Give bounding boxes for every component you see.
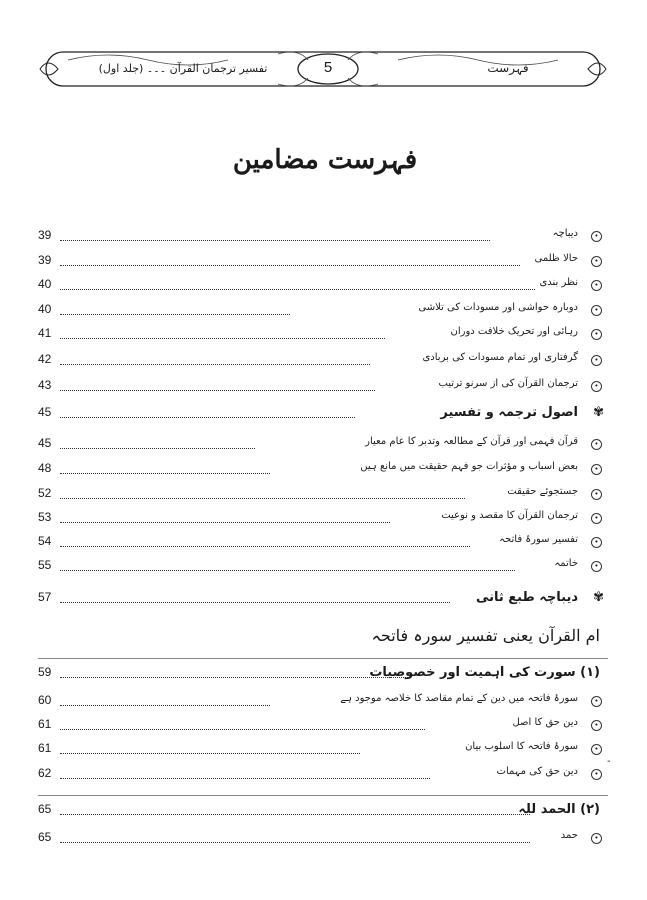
toc-entry-text: اصول ترجمہ و تفسیر (440, 405, 578, 420)
toc-entry-text: نظر بندی (539, 277, 578, 288)
toc-row (38, 590, 608, 610)
toc-page-number: 62 (38, 766, 52, 780)
toc-page-number: 39 (38, 228, 52, 242)
toc-entry-text: بعض اسباب و مؤثرات جو فہم حقیقت میں مانع ہیں (360, 461, 578, 472)
circle-bullet-icon: • (591, 439, 602, 450)
circle-bullet-icon: • (591, 329, 602, 340)
toc-row (38, 405, 608, 425)
circle-bullet-icon: • (591, 833, 602, 844)
toc-entry-text: ترجمان القرآن کی از سرنو ترتیب (438, 378, 578, 389)
toc-entry-text: دین حق کا اصل (512, 717, 578, 728)
toc-entry-text: رہائی اور تحریک خلافت دوران (450, 326, 578, 337)
margin-mark: - (607, 756, 611, 767)
toc-leader-dots (60, 540, 470, 547)
toc-page-number: 65 (38, 830, 52, 844)
toc-leader-dots (60, 259, 520, 266)
toc-entry-text: ترجمان القرآن کا مقصد و نوعیت (441, 510, 578, 521)
toc-row (38, 302, 608, 322)
toc-row (38, 741, 608, 761)
toc-leader-dots (60, 772, 430, 779)
circle-bullet-icon: • (591, 720, 602, 731)
toc-leader-dots (60, 308, 290, 315)
header-book-title: تفسیر ترجمان القرآن ۔۔۔ (جلد اول) (98, 62, 268, 75)
toc-leader-dots (60, 699, 270, 706)
section-divider (38, 795, 608, 796)
toc-page-number: 45 (38, 436, 52, 450)
section-heading-row (38, 802, 608, 822)
circle-bullet-icon: • (591, 355, 602, 366)
page-header (38, 46, 608, 92)
page-title: فہرست مضامین (232, 145, 418, 175)
toc-entry-text: قرآن فہمی اور قرآن کے مطالعہ وتدبر کا عام معیار (365, 436, 578, 447)
toc-row (38, 534, 608, 554)
toc-page-number: 61 (38, 741, 52, 755)
toc-leader-dots (60, 492, 465, 499)
toc-entry-text: سورۂ فاتحہ میں دین کے تمام مقاصد کا خلاصہ موجود ہے (340, 693, 578, 704)
toc-page-number: 57 (38, 590, 52, 604)
toc-row (38, 253, 608, 273)
toc-entry-text: حالا ظلمی (534, 253, 578, 264)
toc-row (38, 228, 608, 248)
toc-leader-dots (60, 723, 425, 730)
toc-row (38, 766, 608, 786)
toc-entry-text: گرفتاری اور تمام مسودات کی بربادی (422, 352, 578, 363)
section-subtitle: ام القرآن یعنی تفسیر سورہ فاتحہ (371, 626, 600, 645)
circle-bullet-icon: • (591, 744, 602, 755)
toc-row (38, 352, 608, 372)
circle-bullet-icon: • (591, 537, 602, 548)
toc-page-number: 39 (38, 253, 52, 267)
toc-entry-text: (۱) سورت کی اہمیت اور خصوصیات (369, 665, 600, 680)
toc-leader-dots (60, 564, 515, 571)
flower-bullet-icon: ✾ (593, 405, 604, 420)
toc-entry-text: تفسیر سورۂ فاتحہ (499, 534, 578, 545)
toc-page-number: 40 (38, 277, 52, 291)
toc-page-number: 59 (38, 665, 52, 679)
toc-leader-dots (60, 747, 360, 754)
toc-page-number: 60 (38, 693, 52, 707)
toc-entry-text: حمد (560, 830, 578, 841)
toc-entry-text: دین حق کی مہمات (496, 766, 578, 777)
toc-row (38, 486, 608, 506)
toc-row (38, 558, 608, 578)
toc-leader-dots (60, 836, 530, 843)
toc-page-number: 41 (38, 326, 52, 340)
toc-entry-text: دیباچہ طبع ثانی (475, 590, 578, 605)
toc-leader-dots (60, 596, 450, 603)
toc-leader-dots (60, 808, 530, 815)
toc-entry-text: دیباچہ (552, 228, 578, 239)
circle-bullet-icon: • (591, 513, 602, 524)
toc-page-number: 45 (38, 405, 52, 419)
circle-bullet-icon: • (591, 464, 602, 475)
toc-entry-text: (۲) الحمد للہ (518, 802, 600, 817)
circle-bullet-icon: • (591, 231, 602, 242)
toc-leader-dots (60, 234, 490, 241)
toc-leader-dots (60, 516, 390, 523)
toc-leader-dots (60, 442, 255, 449)
header-page-number: 5 (323, 59, 333, 76)
toc-page-number: 55 (38, 558, 52, 572)
circle-bullet-icon: • (591, 305, 602, 316)
toc-row (38, 436, 608, 456)
circle-bullet-icon: • (591, 561, 602, 572)
toc-leader-dots (60, 467, 270, 474)
toc-page-number: 48 (38, 461, 52, 475)
toc-page-number: 40 (38, 302, 52, 316)
toc-leader-dots (60, 384, 375, 391)
toc-page-number: 54 (38, 534, 52, 548)
toc-page-number: 42 (38, 352, 52, 366)
circle-bullet-icon: • (591, 489, 602, 500)
toc-row (38, 461, 608, 481)
toc-row (38, 830, 608, 850)
toc-row (38, 277, 608, 297)
section-divider (38, 658, 608, 659)
header-section-name: فہرست (487, 61, 529, 75)
toc-leader-dots (60, 283, 535, 290)
circle-bullet-icon: • (591, 769, 602, 780)
toc-page-number: 65 (38, 802, 52, 816)
circle-bullet-icon: • (591, 256, 602, 267)
toc-leader-dots (60, 358, 370, 365)
toc-row (38, 717, 608, 737)
flower-bullet-icon: ✾ (593, 590, 604, 605)
section-heading-row (38, 665, 608, 685)
circle-bullet-icon: • (591, 696, 602, 707)
toc-row (38, 326, 608, 346)
toc-leader-dots (60, 671, 410, 678)
toc-leader-dots (60, 411, 355, 418)
circle-bullet-icon: • (591, 381, 602, 392)
toc-page-number: 53 (38, 510, 52, 524)
toc-row (38, 693, 608, 713)
toc-entry-text: جستجوئے حقیقت (507, 486, 578, 497)
toc-page-number: 61 (38, 717, 52, 731)
toc-leader-dots (60, 332, 385, 339)
toc-page-number: 52 (38, 486, 52, 500)
toc-entry-text: دوبارہ حواشی اور مسودات کی تلاشی (418, 302, 578, 313)
toc-page-number: 43 (38, 378, 52, 392)
toc-row (38, 378, 608, 398)
toc-entry-text: سورۂ فاتحہ کا اسلوب بیان (465, 741, 578, 752)
circle-bullet-icon: • (591, 280, 602, 291)
toc-entry-text: خاتمہ (554, 558, 578, 569)
toc-row (38, 510, 608, 530)
